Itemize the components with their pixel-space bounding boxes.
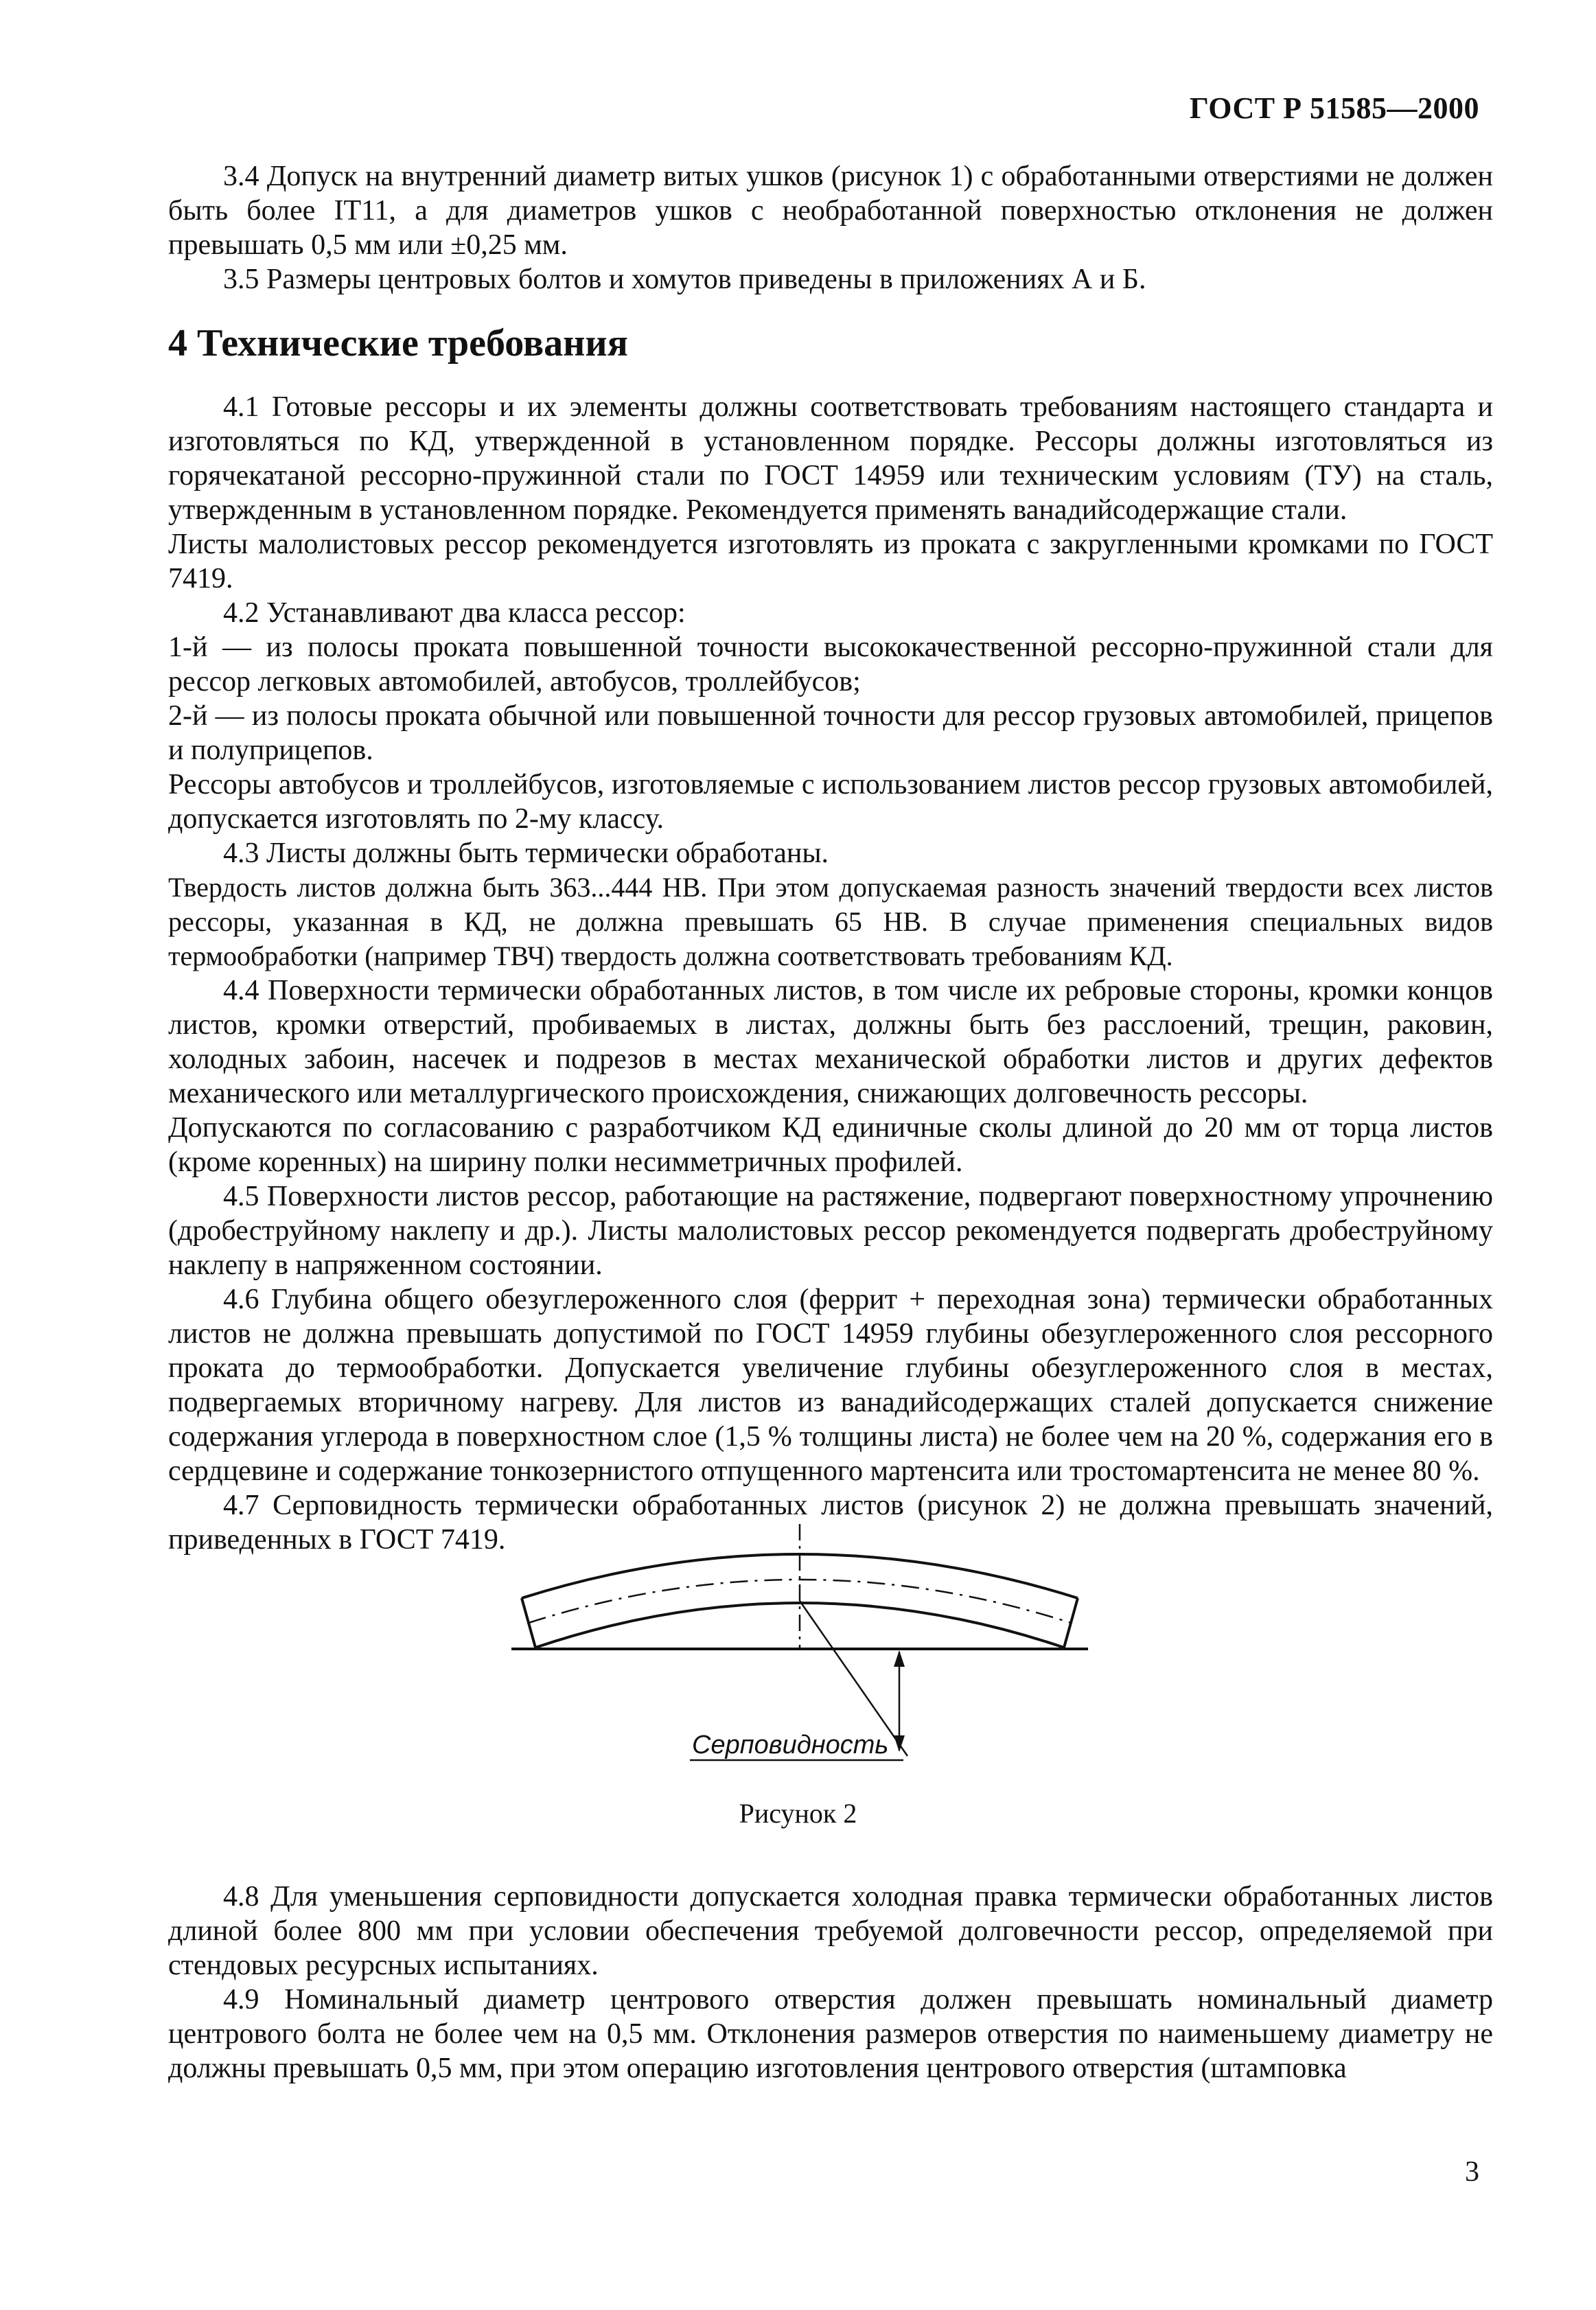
paragraph-4-4: 4.4 Поверхности термически обработанных листов, в том числе их ребровые стороны, кромки концов листов, кромки отверстий, пробиваемых в листах, должны быть без расслоений, трещин, раковин, холодных забоин, насечек и подрезов в местах механической обработки листов и других дефектов механического или металлургического происхождения, снижающих долговечность рессоры.: [168, 975, 1493, 1109]
paragraph-4-6: 4.6 Глубина общего обезуглероженного слоя (феррит + переходная зона) термически обработанных листов не должна превышать допустимой по ГОСТ 14959 глубины обезуглероженного слоя рессорного проката до термообработки. Допускается увеличение глубины обезуглероженного слоя в местах, подвергаемых вторичному нагреву. Для листов из ванадийсодержащих сталей допускается снижение содержания углерода в поверхностном слое (1,5 % толщины листа) не более чем на 20 %, содержания его в сердцевине и содержание тонкозернистого отпущенного мартенсита или тростомартенсита не менее 80 %.: [168, 1284, 1493, 1487]
paragraph-3-4: 3.4 Допуск на внутренний диаметр витых ушков (рисунок 1) с обработанными отверстиями не должен быть более IT11, а для диаметров ушков с необработанной поверхностью отклонения не должен превышать 0,5 мм или ±0,25 мм.: [168, 161, 1493, 261]
section-title: 4 Технические требования: [168, 322, 628, 365]
paragraph-4-9: 4.9 Номинальный диаметр центрового отверстия должен превышать номинальный диаметр центрового болта не более чем на 0,5 мм. Отклонения размеров отверстия по наименьшему диаметру не должны превышать 0,5 мм, при этом операцию изготовления центрового отверстия (штамповка: [168, 1984, 1493, 2084]
paragraph-4-1-note: Листы малолистовых рессор рекомендуется изготовлять из проката с закругленными кромками по ГОСТ 7419.: [168, 529, 1493, 594]
paragraph-4-2-class-2: 2-й — из полосы проката обычной или повышенной точности для рессор грузовых автомобилей, прицепов и полуприцепов.: [168, 700, 1493, 766]
paragraph-4-3: 4.3 Листы должны быть термически обработаны.: [223, 838, 829, 869]
paragraph-3-5: 3.5 Размеры центровых болтов и хомутов приведены в приложениях А и Б.: [223, 264, 1146, 295]
top-text-block: [168, 159, 1493, 297]
bottom-text-block: [168, 1880, 1493, 2086]
paragraph-4-4-note: Допускаются по согласованию с разработчиком КД единичные сколы длиной до 20 мм от торца листов (кроме коренных) на ширину полки несимметричных профилей.: [168, 1112, 1493, 1178]
paragraph-4-2: 4.2 Устанавливают два класса рессор:: [223, 597, 686, 629]
figure-caption: Рисунок 2: [739, 1798, 857, 1829]
paragraph-4-1: 4.1 Готовые рессоры и их элементы должны соответствовать требованиям настоящего стандарта и изготовляться по КД, утвержденной в установленном порядке. Рессоры должны изготовляться из горячекатаной рессорно-пружинной стали по ГОСТ 14959 или техническим условиям (ТУ) на сталь, утвержденным в установленном порядке. Рекомендуется применять ванадийсодержащие стали.: [168, 391, 1493, 526]
figure-2-diagram: [481, 1524, 1119, 1771]
paragraph-4-2-class-1: 1-й — из полосы проката повышенной точности высококачественной рессорно-пружинной стали для рессор легковых автомобилей, автобусов, троллейбусов;: [168, 632, 1493, 697]
dimension-arrow-top: [894, 1650, 905, 1667]
section-4-text-block: [168, 390, 1493, 1557]
paragraph-4-5: 4.5 Поверхности листов рессор, работающие на растяжение, подвергают поверхностному упрочнению (дробеструйному наклепу и др.). Листы малолистовых рессор рекомендуется подвергать дробеструйному наклепу в напряженном состоянии.: [168, 1181, 1493, 1281]
paragraph-4-3-hardness: Твердость листов должна быть 363...444 НВ. При этом допускаемая разность значений твердости всех листов рессоры, указанная в КД, не должна превышать 65 НВ. В случае применения специальных видов термообработки (например ТВЧ) твердость должна соответствовать требованиям КД.: [168, 872, 1493, 971]
paragraph-4-7: 4.7 Серповидность термически обработанных листов (рисунок 2) не должна превышать значений, приведенных в ГОСТ 7419.: [168, 1490, 1493, 1556]
paragraph-4-2-note: Рессоры автобусов и троллейбусов, изготовляемые с использованием листов рессор грузовых автомобилей, допускается изготовлять по 2-му классу.: [168, 769, 1493, 835]
standard-header: ГОСТ Р 51585—2000: [1189, 91, 1479, 125]
figure-label: Серповидность: [692, 1731, 889, 1759]
paragraph-4-8: 4.8 Для уменьшения серповидности допускается холодная правка термически обработанных листов длиной более 800 мм при условии обеспечения требуемой долговечности рессор, определяемой при стендовых ресурсных испытаниях.: [168, 1881, 1493, 1981]
page-number: 3: [1465, 2156, 1479, 2188]
